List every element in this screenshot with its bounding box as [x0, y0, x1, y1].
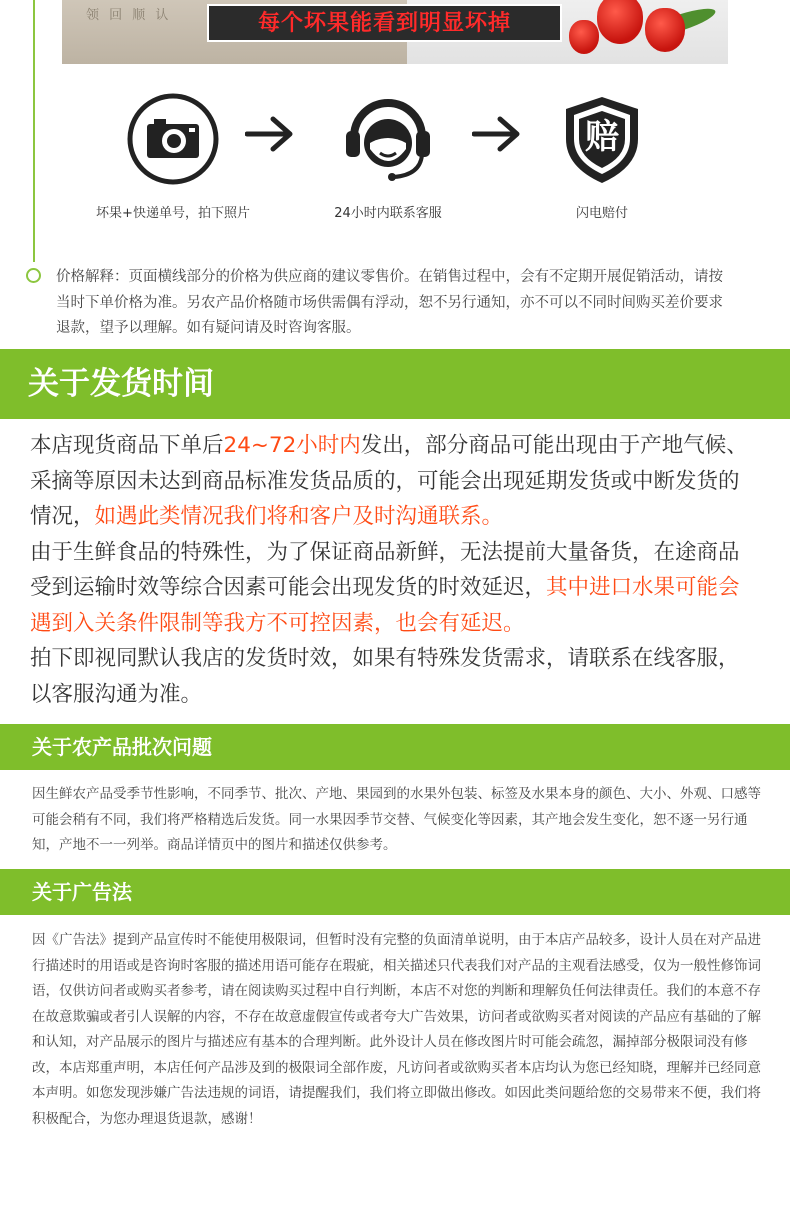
carton-box-text: 领 回 顺 认 — [86, 8, 172, 23]
shipping-highlight-hours: 24~72小时内 — [223, 433, 361, 458]
timeline-dot — [26, 268, 41, 283]
banner-caption: 每个坏果能看到明显坏掉 — [207, 4, 562, 42]
step-label-photo: 坏果+快递单号，拍下照片 — [96, 206, 250, 221]
step-label-contact: 24小时内联系客服 — [334, 206, 442, 221]
batch-description: 因生鲜农产品受季节性影响，不同季节、批次、产地、果园到的水果外包装、标签及水果本身的颜色、大小、外观、口感等可能会稍有不同，我们将严格精选后发货。同一水果因季节交替、气候变化等因素，其产地会发生变化，恕不逐一另行通知，产地不一一列举。商品详情页中的图片和描述仅供参考。 — [32, 786, 761, 853]
strawberry-3 — [569, 20, 599, 54]
shipping-text: 本店现货商品下单后 — [30, 433, 224, 458]
camera-icon — [127, 93, 219, 185]
step-label-payout: 闪电赔付 — [575, 206, 628, 221]
compensation-shield-icon — [556, 93, 648, 185]
shipping-highlight-import: 其中进口水果可能会遇到入关条件限制等我方不可控因素，也会有延迟。 — [30, 575, 740, 636]
strawberry-1 — [597, 0, 643, 44]
customer-service-headset-icon — [340, 93, 436, 185]
strawberry-2 — [645, 8, 685, 52]
shipping-text: 发出，部分商品可能出现由于产地气候、采摘等原因未达到商品标准发货品质的，可能会出现延期发货或中断发货的情况， — [30, 433, 748, 529]
ad-law-description: 因《广告法》提到产品宣传时不能使用极限词，但暂时没有完整的负面清单说明，由于本店产品较多，设计人员在对产品进行描述时的用语或是咨询时客服的描述用语可能存在瑕疵，相关描述只代表我们对产品的主观看法感受，仅为一般性修饰词语，仅供访问者或购买者参考，请在阅读购买过程中自行判断，本店不对您的判断和理解负任何法律责任。我们的本意不存在故意欺骗或者引人误解的内容，不存在故意虚假宣传或者夸大广告效果，访问者或欲购买者对阅读的产品应有基础的了解和认知，对产品展示的图片与描述应有基本的合理判断。此外设计人员在修改图片时可能会疏忽，漏掉部分极限词没有修改，本店郑重声明，本店任何产品涉及到的极限词全部作废，凡访问者或欲购买者本店均认为您已经知晓，理解并已经同意本声明。如您发现涉嫌广告法违规的词语，请提醒我们，我们将立即做出修改。如因此类问题给您的交易带来不便，我们将积极配合，为您办理退货退款，感谢！ — [32, 932, 761, 1127]
section-title-ad-law: 关于广告法 — [0, 869, 790, 915]
section-title-batch: 关于农产品批次问题 — [0, 724, 790, 770]
shipping-highlight-contact: 如遇此类情况我们将和客户及时沟通联系。 — [94, 504, 504, 529]
arrow-right-icon — [245, 114, 295, 154]
timeline-line — [33, 0, 35, 262]
price-explanation: 价格解释：页面横线部分的价格为供应商的建议零售价。在销售过程中，会有不定期开展促销活动，请按当时下单价格为准。另农产品价格随市场供需偶有浮动，恕不另行通知，亦不可以不同时间购买差价要求退款，望予以理解。如有疑问请及时咨询客服。 — [56, 269, 723, 336]
shipping-text: 拍下即视同默认我店的发货时效，如果有特殊发货需求，请联系在线客服，以客服沟通为准。 — [30, 646, 740, 707]
arrow-right-icon — [472, 114, 522, 154]
section-title-shipping: 关于发货时间 — [0, 349, 790, 419]
shipping-description — [30, 428, 750, 712]
shipping-text: 由于生鲜食品的特殊性，为了保证商品新鲜，无法提前大量备货，在途商品受到运输时效等综合因素可能会出现发货的时效延迟， — [30, 539, 740, 600]
product-photo-banner — [62, 0, 728, 64]
shield-character: 赔 — [585, 117, 619, 157]
